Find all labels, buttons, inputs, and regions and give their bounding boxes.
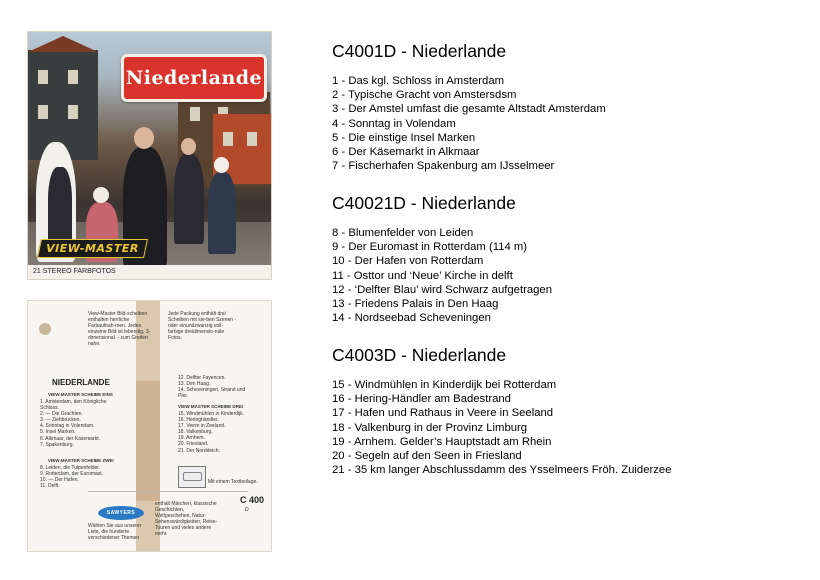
scene-item: 21 - 35 km langer Abschlussdamm des Ysselmeers Fröh. Zuiderzee	[332, 464, 672, 477]
back-code: C 400	[240, 495, 265, 505]
back-choose-text: Wählen Sie aus unserer Liste, die hunderte verschiedener Themen	[88, 523, 142, 541]
photo-figure	[48, 167, 72, 247]
scene-list	[332, 226, 552, 325]
back-contains-text: enthält Märchen, klassische Geschichten, Weltgeschehen, Natur-Sehenswürdigkeiten, Reise-Touren und vieles andere mehr.	[155, 501, 218, 537]
center-list: 12. Delfter Fayencen. 13. Den Haag. 14. Scheveningen, Strand und Pier.	[178, 375, 246, 400]
scene-item: 11 - Osttor und ‘Neue’ Kirche in delft	[332, 269, 513, 282]
reel3-heading: VIEW-MASTER SCHEIBE DREI	[178, 404, 244, 409]
scene-item: 8 - Blumenfelder von Leiden	[332, 227, 474, 239]
cover-title: Niederlande	[125, 67, 263, 89]
viewmaster-logo: VIEW-MASTER	[37, 239, 148, 258]
scene-item: 5 - Die einstige Insel Marken	[332, 131, 476, 144]
scene-item: 3 - Der Amstel umfast die gesamte Altstadt Amsterdam	[332, 103, 606, 116]
scene-item: 13 - Friedens Palais in Den Haag	[332, 298, 499, 311]
back-cover-image	[27, 300, 272, 552]
front-cover-image	[27, 31, 272, 280]
scene-item: 12 - ‘Delfter Blau’ wird Schwarz aufgetragen	[332, 283, 552, 296]
section-title: C4001D - Niederlande	[332, 41, 507, 61]
scene-item: 20 - Segeln auf den Seen in Friesland	[332, 450, 522, 463]
scene-item: 7 - Fischerhafen Spakenburg am IJsselmeer	[332, 160, 555, 173]
cover-title-banner	[121, 54, 267, 102]
viewer-icon	[178, 466, 206, 488]
photo-man-2	[174, 154, 204, 244]
back-intro-left: View-Master Bild-scheiben enthalten herrliche Farbaufnah-men. Jedes einzelne Bild ist lebendig, 3-dimensional. - zum Greifen nahe.	[88, 311, 151, 347]
scene-item: 10 - Der Hafen von Rotterdam	[332, 255, 484, 268]
scene-item: 18 - Valkenburg in der Provinz Limburg	[332, 421, 528, 434]
reel2-heading: VIEW-MASTER SCHEIBE ZWEI	[48, 458, 114, 463]
back-intro-right: Jede Packung enthält drei Scheiben mit sie-ben Szenen - oder einundzwanzig voll-farbige dreidimensio-nale Fotos.	[168, 311, 237, 341]
back-title: NIEDERLANDE	[52, 378, 110, 387]
sawyers-logo: SAWYERS	[98, 506, 144, 520]
photo-woman	[208, 172, 236, 254]
reel3-list: 15. Windmühlen in Kinderdijk. 16. Heringhändler. 17. Veere in Zeeland. 18. Valkenburg. 19. Arnhem. 20. Friesland. 21. Der Norddeich.	[178, 411, 245, 454]
reel1-list: 1. Amsterdam, den Königliche Schloss. 2. — Die Grachten. 3. — Ziehbrücken. 4. Sonntag in Volendam. 5. Insel Marken. 6. Alkmaar, der Käsemarkt. 7. Spakenburg.	[40, 399, 107, 448]
reel1-heading: VIEW-MASTER SCHEIBE EINS	[48, 392, 113, 397]
section-c40021d	[332, 193, 552, 325]
viewer-note: Mit einem Textbeilage.	[208, 479, 258, 485]
scene-item: 1 - Das kgl. Schloss in Amsterdam	[332, 75, 505, 87]
scene-item: 17 - Hafen und Rathaus in Veere in Seeland	[332, 407, 554, 420]
scene-item: 14 - Nordseebad Scheveningen	[332, 312, 491, 325]
scene-list	[332, 378, 671, 477]
scene-list	[332, 74, 606, 173]
scene-item: 15 - Windmühlen in Kinderdijk bei Rotterdam	[332, 379, 557, 391]
scene-item: 2 - Typische Gracht von Amstersdsm	[332, 89, 517, 102]
back-code-suffix: D	[245, 507, 249, 513]
scene-item: 19 - Arnhem. Gelder’s Hauptstadt am Rhein	[332, 435, 552, 448]
reel2-list: 8. Leiden, die Tulpenfelder. 9. Rotterdam, der Euromast. 10. — Der Hafen. 11. Delft.	[40, 465, 104, 490]
scene-item: 6 - Der Käsemarkt in Alkmaar	[332, 146, 480, 159]
reel-hole	[39, 323, 51, 335]
section-title: C40021D - Niederlande	[332, 193, 516, 213]
scene-item: 9 - Der Euromast in Rotterdam (114 m)	[332, 241, 528, 254]
cover-caption: 21 STEREO FARBFOTOS	[28, 265, 271, 279]
section-c4003d	[332, 345, 671, 477]
scene-item: 16 - Hering-Händler am Badestrand	[332, 393, 511, 406]
scene-item: 4 - Sonntag in Volendam	[332, 117, 456, 130]
section-c4001d	[332, 41, 606, 173]
section-title: C4003D - Niederlande	[332, 345, 507, 365]
